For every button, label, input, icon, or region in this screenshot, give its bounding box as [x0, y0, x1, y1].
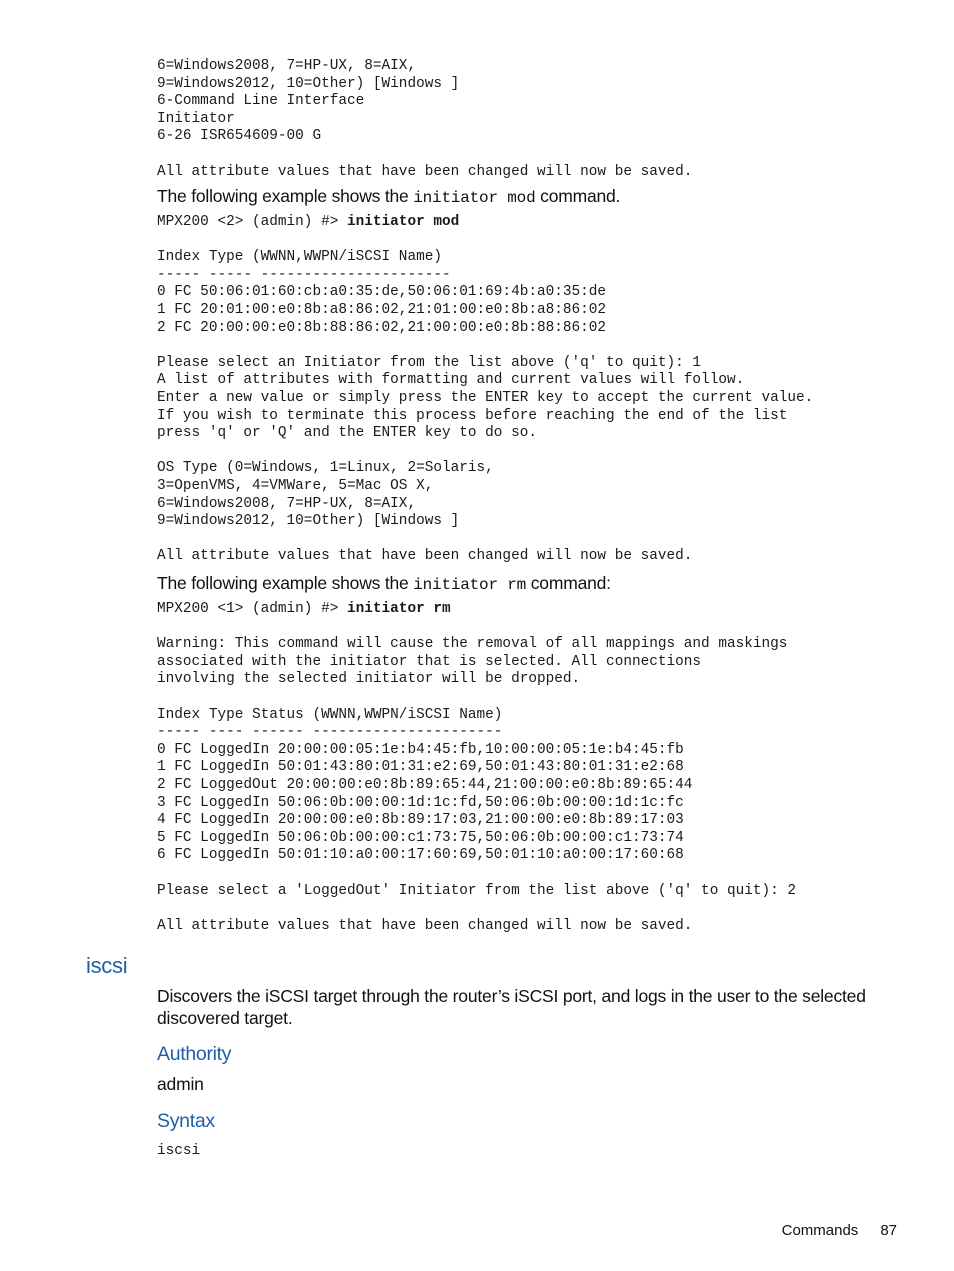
cli-output: Warning: This command will cause the removal of all mappings and maskings associated with the initiator that is selected. All connections involving the selected initiator will be dropped. Index Type Status (WWNN,WWPN/iSCSI Name) ----- ---- ------ ---------------------- 0 FC LoggedIn 20:00:00:05:1e:b4:45:fb,10:00:00:05:1e:b4:45:fb 1 FC LoggedIn 50:01:43:80:01:31:e2:69,50:01:43:80:01:31:e2:68 2 FC LoggedOut 20:00:00:e0:8b:89:65:44,21:00:00:e0:8b:89:65:44 3 FC LoggedIn 50:06:0b:00:00:1d:1c:fd,50:06:0b:00:00:1d:1c:fc 4 FC LoggedIn 20:00:00:e0:8b:89:17:03,21:00:00:e0:8b:89:17:03 5 FC LoggedIn 50:06:0b:00:00:c1:73:75,50:06:0b:00:00:c1:73:74 6 FC LoggedIn 50:01:10:a0:00:17:60:69,50:01:10:a0:00:17:60:68 Please select a 'LoggedOut' Initiator from the list above ('q' to quit): 2 All attribute values that have been changed will now be saved. — [157, 636, 797, 934]
paragraph-text: The following example shows the — [157, 186, 414, 206]
paragraph-initiator-mod-example — [157, 185, 620, 209]
footer-section-name: Commands — [781, 1222, 859, 1239]
page-footer — [782, 1222, 897, 1239]
authority-value: admin — [157, 1074, 204, 1094]
code-block-initiator-mod — [157, 214, 813, 566]
subheading-syntax: Syntax — [157, 1110, 215, 1132]
cli-prompt: MPX200 <1> (admin) #> — [157, 601, 347, 617]
page-number: 87 — [880, 1222, 897, 1239]
paragraph-text: command. — [535, 186, 621, 206]
subheading-authority: Authority — [157, 1043, 232, 1065]
iscsi-description: Discovers the iSCSI target through the router’s iSCSI port, and logs in the user to the selected discovered target. — [157, 986, 866, 1028]
cli-command: initiator mod — [347, 214, 460, 230]
cli-prompt: MPX200 <2> (admin) #> — [157, 214, 347, 230]
paragraph-initiator-rm-example — [157, 572, 611, 596]
inline-code: initiator rm — [413, 576, 527, 594]
cli-command: initiator rm — [347, 601, 451, 617]
paragraph-text: The following example shows the — [157, 573, 414, 593]
inline-code: initiator mod — [413, 189, 536, 207]
code-block-os-type-end: 6=Windows2008, 7=HP-UX, 8=AIX, 9=Windows2012, 10=Other) [Windows ] 6-Command Line Interface Initiator 6-26 ISR654609-00 G All attribute values that have been changed will now be saved. — [157, 58, 693, 180]
code-block-initiator-rm — [157, 601, 796, 935]
syntax-value: iscsi — [157, 1143, 201, 1159]
section-heading-iscsi: iscsi — [86, 953, 128, 978]
cli-output: Index Type (WWNN,WWPN/iSCSI Name) ----- ----- ---------------------- 0 FC 50:06:01:60:cb:a0:35:de,50:06:01:69:4b:a0:35:de 1 FC 20:01:00:e0:8b:a8:86:02,21:01:00:e0:8b:a8:86:02 2 FC 20:00:00:e0:8b:88:86:02,21:00:00:e0:8b:88:86:02 Please select an Initiator from the list above ('q' to quit): 1 A list of attributes with formatting and current values will follow. Enter a new value or simply press the ENTER key to accept the current value. If you wish to terminate this process before reaching the end of the list press 'q' or 'Q' and the ENTER key to do so. OS Type (0=Windows, 1=Linux, 2=Solaris, 3=OpenVMS, 4=VMWare, 5=Mac OS X, 6=Windows2008, 7=HP-UX, 8=AIX, 9=Windows2012, 10=Other) [Windows ] All attribute values that have been changed will now be saved. — [157, 249, 814, 565]
paragraph-text: command: — [526, 573, 611, 593]
